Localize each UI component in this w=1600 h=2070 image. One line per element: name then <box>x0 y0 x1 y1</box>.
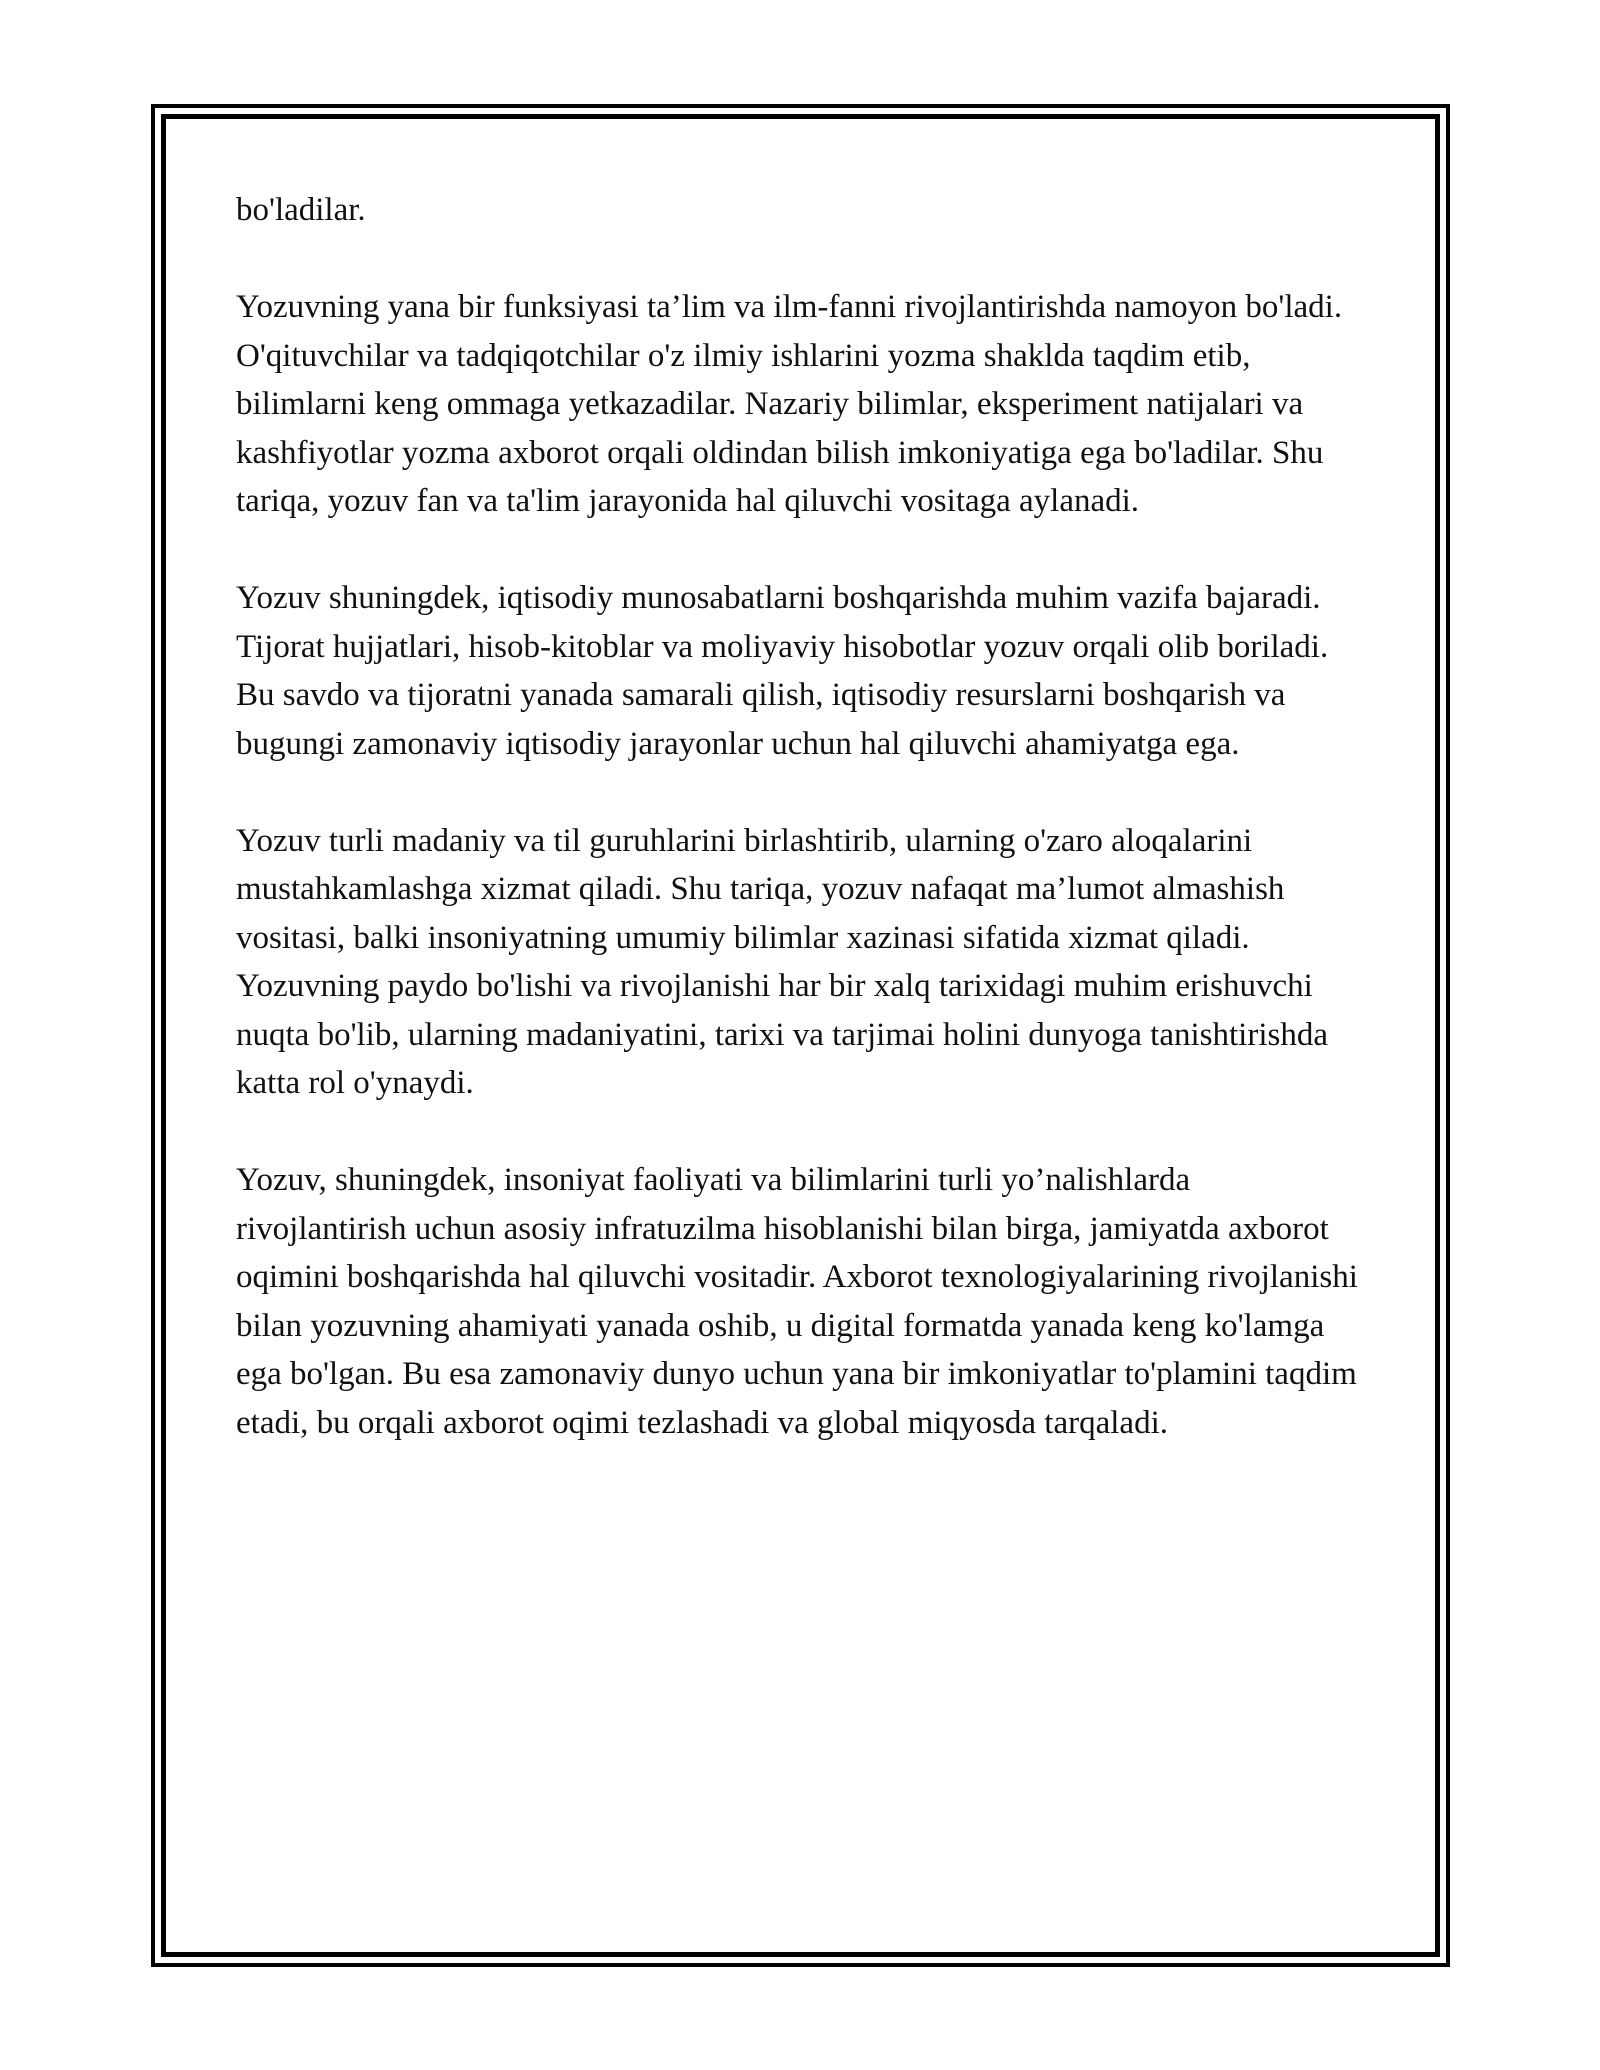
paragraph-economy: Yozuv shuningdek, iqtisodiy munosabatlarni boshqarishda muhim vazifa bajaradi. Tijorat hujjatlari, hisob-kitoblar va moliyaviy hisobotlar yozuv orqali olib boriladi. Bu savdo va tijoratni yanada samarali qilish, iqtisodiy resurslarni boshqarish va bugungi zamonaviy iqtisodiy jarayonlar uchun hal qiluvchi ahamiyatga ega. <box>236 580 1329 762</box>
paragraph-continuation: bo'ladilar. <box>236 192 366 228</box>
paragraph-information: Yozuv, shuningdek, insoniyat faoliyati va bilimlarini turli yo’nalishlarda rivojlantirish uchun asosiy infratuzilma hisoblanishi bilan birga, jamiyatda axborot oqimini boshqarishda hal qiluvchi vositadir. Axborot texnologiyalarining rivojlanishi bilan yozuvning ahamiyati yanada oshib, u digital formatda yanada keng ko'lamga ega bo'lgan. Bu esa zamonaviy dunyo uchun yana bir imkoniyatlar to'plamini taqdim etadi, bu orqali axborot oqimi tezlashadi va global miqyosda tarqaladi. <box>236 1162 1358 1441</box>
paragraph-culture: Yozuv turli madaniy va til guruhlarini birlashtirib, ularning o'zaro aloqalarini mustahkamlashga xizmat qiladi. Shu tariqa, yozuv nafaqat ma’lumot almashish vositasi, balki insoniyatning umumiy bilimlar xazinasi sifatida xizmat qiladi. Yozuvning paydo bo'lishi va rivojlanishi har bir xalq tarixidagi muhim erishuvchi nuqta bo'lib, ularning madaniyatini, tarixi va tarjimai holini dunyoga tanishtirishda katta rol o'ynaydi. <box>236 822 1328 1101</box>
paragraph-education: Yozuvning yana bir funksiyasi ta’lim va ilm-fanni rivojlantirishda namoyon bo'ladi. O'qituvchilar va tadqiqotchilar o'z ilmiy ishlarini yozma shaklda taqdim etib, bilimlarni keng ommaga yetkazadilar. Nazariy bilimlar, eksperiment natijalari va kashfiyotlar yozma axborot orqali oldindan bilish imkoniyatiga ega bo'ladilar. Shu tariqa, yozuv fan va ta'lim jarayonida hal qiluvchi vositaga aylanadi. <box>236 289 1343 519</box>
document-body <box>236 186 1366 1496</box>
